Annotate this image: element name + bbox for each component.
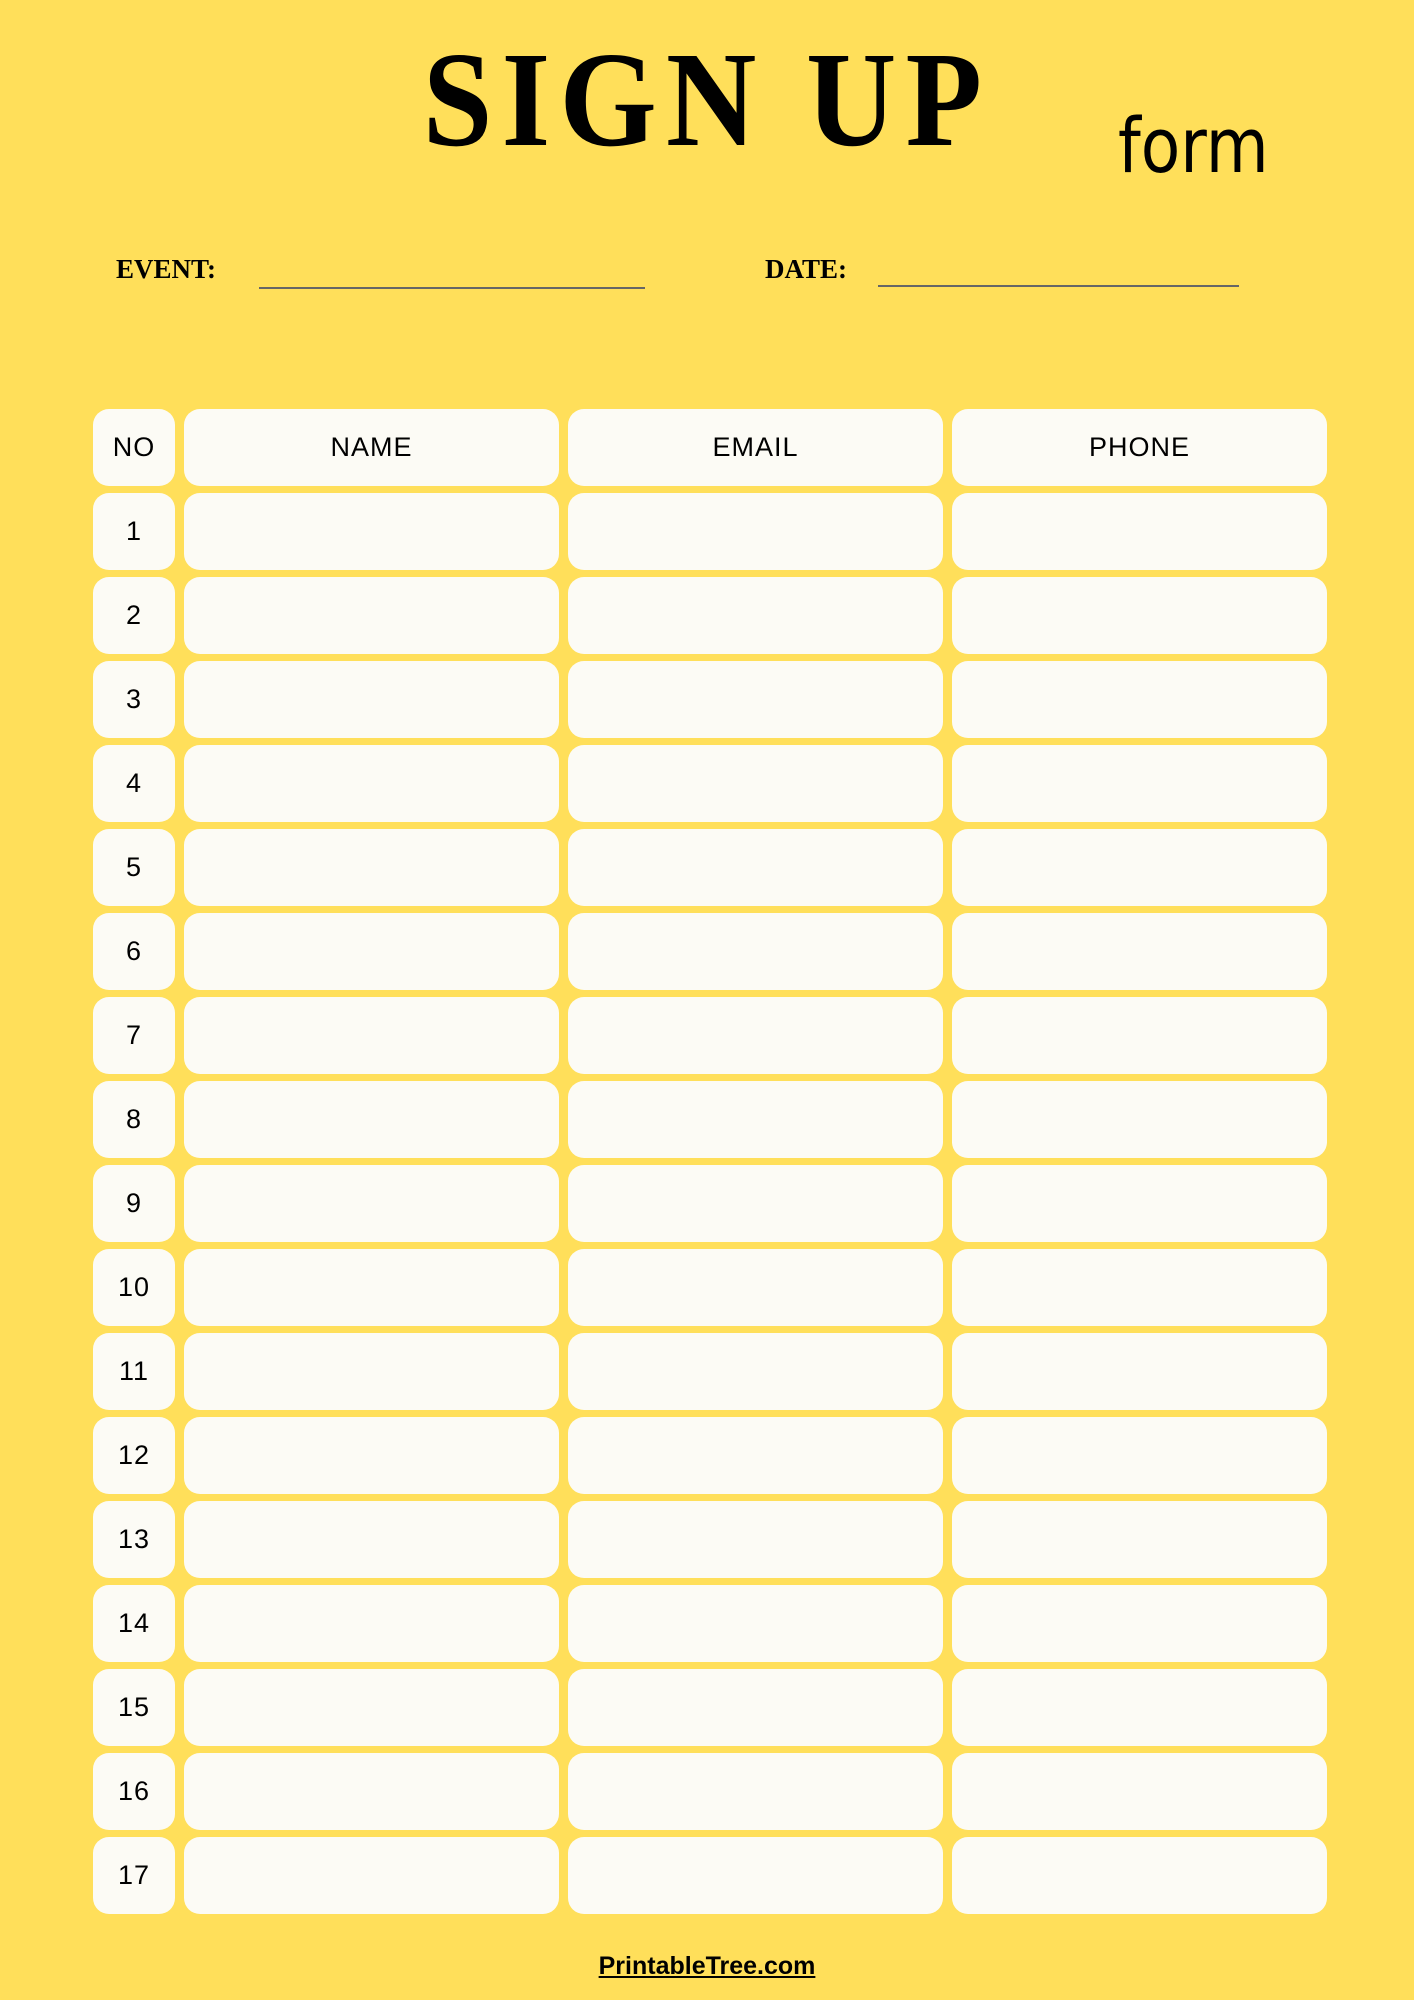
header-email: EMAIL [568,409,943,486]
phone-cell[interactable] [952,577,1327,654]
phone-cell[interactable] [952,829,1327,906]
phone-cell[interactable] [952,1165,1327,1242]
table-row [93,745,1327,822]
event-input-line[interactable] [259,287,645,289]
date-label: DATE: [765,254,848,284]
table-row [93,1753,1327,1830]
name-cell[interactable] [184,1165,559,1242]
name-cell[interactable] [184,1669,559,1746]
email-cell[interactable] [568,1417,943,1494]
phone-cell[interactable] [952,997,1327,1074]
table-row [93,577,1327,654]
table-header-row [93,409,1327,486]
email-cell[interactable] [568,913,943,990]
phone-cell[interactable] [952,661,1327,738]
row-number: 13 [93,1501,175,1578]
email-cell[interactable] [568,997,943,1074]
email-cell[interactable] [568,1333,943,1410]
email-cell[interactable] [568,1585,943,1662]
table-row [93,1165,1327,1242]
phone-cell[interactable] [952,745,1327,822]
row-number: 4 [93,745,175,822]
name-cell[interactable] [184,577,559,654]
phone-cell[interactable] [952,1081,1327,1158]
table-row [93,493,1327,570]
row-number: 1 [93,493,175,570]
phone-cell[interactable] [952,1417,1327,1494]
table-row [93,829,1327,906]
row-number: 6 [93,913,175,990]
name-cell[interactable] [184,1249,559,1326]
email-cell[interactable] [568,745,943,822]
event-label: EVENT: [116,254,217,284]
table-row [93,1501,1327,1578]
phone-cell[interactable] [952,1333,1327,1410]
table-row [93,1585,1327,1662]
phone-cell[interactable] [952,1501,1327,1578]
phone-cell[interactable] [952,1585,1327,1662]
table-row [93,997,1327,1074]
row-number: 7 [93,997,175,1074]
table-row [93,1081,1327,1158]
header-no: NO [93,409,175,486]
name-cell[interactable] [184,661,559,738]
email-cell[interactable] [568,493,943,570]
phone-cell[interactable] [952,913,1327,990]
phone-cell[interactable] [952,1837,1327,1914]
header-name: NAME [184,409,559,486]
table-row [93,661,1327,738]
name-cell[interactable] [184,1501,559,1578]
form-subtitle: form [1118,101,1269,190]
row-number: 16 [93,1753,175,1830]
name-cell[interactable] [184,997,559,1074]
email-cell[interactable] [568,1249,943,1326]
table-row [93,1249,1327,1326]
email-cell[interactable] [568,661,943,738]
form-title: SIGN UP [422,25,992,175]
name-cell[interactable] [184,1753,559,1830]
email-cell[interactable] [568,577,943,654]
footer-link[interactable]: PrintableTree.com [598,1952,816,1980]
name-cell[interactable] [184,1417,559,1494]
email-cell[interactable] [568,829,943,906]
row-number: 12 [93,1417,175,1494]
name-cell[interactable] [184,493,559,570]
name-cell[interactable] [184,1837,559,1914]
email-cell[interactable] [568,1669,943,1746]
email-cell[interactable] [568,1837,943,1914]
name-cell[interactable] [184,1081,559,1158]
header-phone: PHONE [952,409,1327,486]
row-number: 17 [93,1837,175,1914]
table-row [93,1837,1327,1914]
row-number: 2 [93,577,175,654]
name-cell[interactable] [184,1585,559,1662]
table-row [93,913,1327,990]
row-number: 10 [93,1249,175,1326]
table-row [93,1669,1327,1746]
row-number: 9 [93,1165,175,1242]
table-row [93,1417,1327,1494]
phone-cell[interactable] [952,1753,1327,1830]
row-number: 5 [93,829,175,906]
name-cell[interactable] [184,829,559,906]
row-number: 8 [93,1081,175,1158]
table-row [93,1333,1327,1410]
row-number: 15 [93,1669,175,1746]
email-cell[interactable] [568,1165,943,1242]
date-input-line[interactable] [878,285,1239,287]
name-cell[interactable] [184,745,559,822]
phone-cell[interactable] [952,493,1327,570]
email-cell[interactable] [568,1081,943,1158]
phone-cell[interactable] [952,1669,1327,1746]
phone-cell[interactable] [952,1249,1327,1326]
row-number: 11 [93,1333,175,1410]
row-number: 14 [93,1585,175,1662]
name-cell[interactable] [184,913,559,990]
row-number: 3 [93,661,175,738]
email-cell[interactable] [568,1501,943,1578]
name-cell[interactable] [184,1333,559,1410]
email-cell[interactable] [568,1753,943,1830]
signup-table [93,409,1327,1921]
